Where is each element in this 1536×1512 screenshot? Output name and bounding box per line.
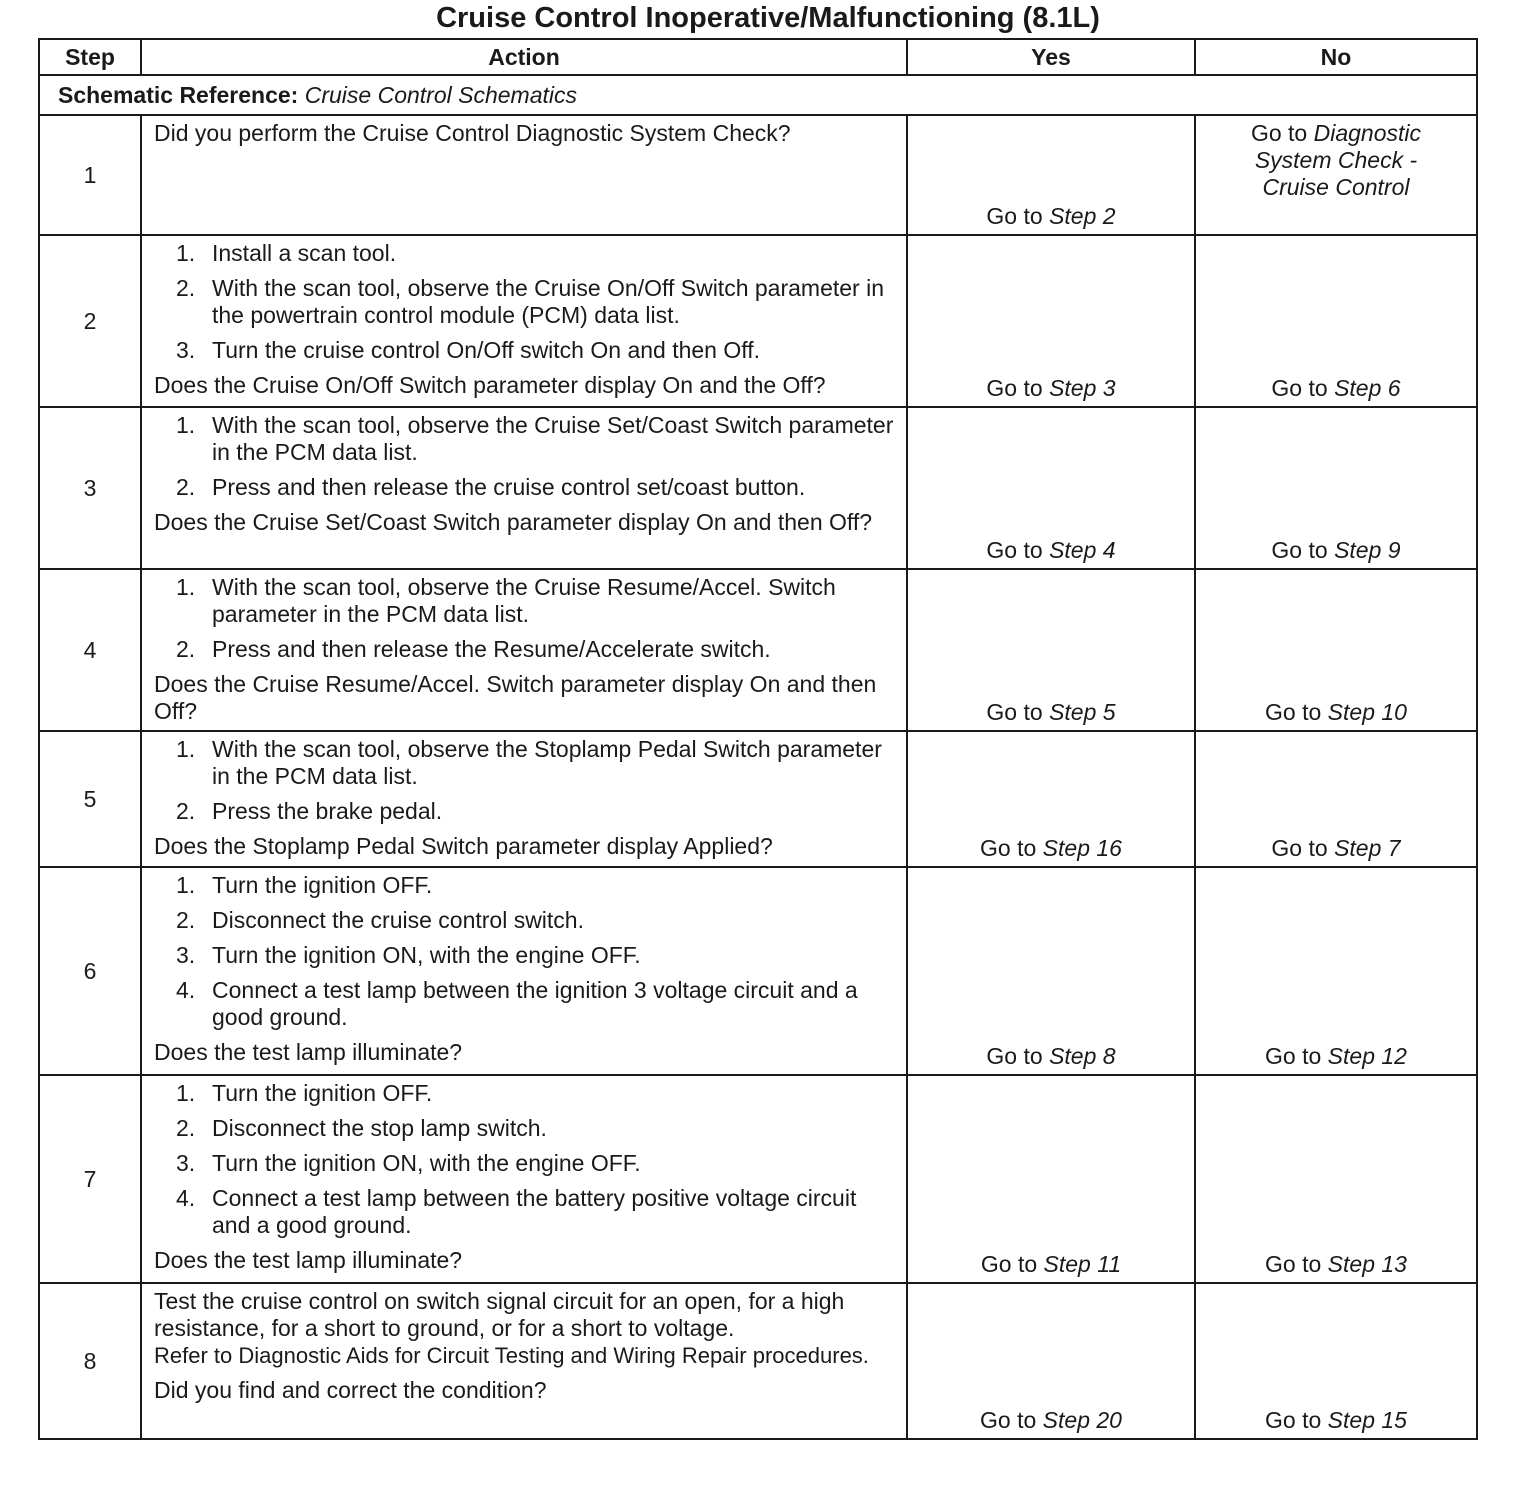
action-cell: 1. With the scan tool, observe the Cruise Set/Coast Switch parameter in the PCM data list. 2. Press and then release the cruise control set/coast button. Does the Cruise Set/Coast Switch parameter display On and then Off? [141,407,907,569]
action-cell: 1. Install a scan tool. 2. With the scan tool, observe the Cruise On/Off Switch parameter in the powertrain control module (PCM) data list. 3. Turn the cruise control On/Off switch On and then Off. Does the Cruise On/Off Switch parameter display On and the Off? [141,235,907,407]
action-item: Disconnect the stop lamp switch. [212,1115,547,1141]
table-row [39,1075,1477,1283]
yes-cell: Go to Step 20 [907,1283,1195,1439]
action-item: Press and then release the Resume/Accelerate switch. [212,636,771,662]
schematic-row [39,75,1477,115]
step-number: 5 [39,731,141,867]
step-number: 8 [39,1283,141,1439]
no-target: Step 12 [1327,1043,1407,1069]
schematic-reference: Cruise Control Schematics [304,81,577,108]
no-target: Step 10 [1327,699,1407,725]
table-row [39,867,1477,1075]
action-cell: 1. Turn the ignition OFF. 2. Disconnect the cruise control switch. 3. Turn the ignition ON, with the engine OFF. 4. Connect a test lamp between the ignition 3 voltage circuit and a good ground. Does the test lamp illuminate? [141,867,907,1075]
yes-cell: Go to Step 4 [907,407,1195,569]
action-cell [141,115,907,235]
question: Does the test lamp illuminate? [154,1247,463,1273]
action-item: Install a scan tool. [212,240,397,266]
no-cell: Go to Step 15 [1195,1283,1477,1439]
yes-cell: Go to Step 5 [907,569,1195,731]
action-item: With the scan tool, observe the Cruise Resume/Accel. Switch parameter in the PCM data list. [212,574,836,627]
step-number: 2 [39,235,141,407]
yes-cell: Go to Step 16 [907,731,1195,867]
header-row [39,39,1477,75]
step-number: 3 [39,407,141,569]
no-cell: Go to Step 7 [1195,731,1477,867]
question: Does the test lamp illuminate? [154,1039,463,1065]
question: Did you perform the Cruise Control Diagnostic System Check? [154,120,791,146]
yes-target: Step 5 [1049,699,1116,725]
action-paragraph: Test the cruise control on switch signal circuit for an open, for a high resistance, for a short to ground, or for a short to voltage. [154,1288,845,1341]
action-cell: 1. Turn the ignition OFF. 2. Disconnect the stop lamp switch. 3. Turn the ignition ON, with the engine OFF. 4. Connect a test lamp between the battery positive voltage circuit and a good ground. Does the test lamp illuminate? [141,1075,907,1283]
action-item: Press the brake pedal. [212,798,443,824]
action-item: Turn the ignition ON, with the engine OFF. [212,1150,641,1176]
header-yes: Yes [907,39,1195,75]
table-row [39,407,1477,569]
yes-cell: Go to Step 3 [907,235,1195,407]
yes-target: Step 8 [1049,1043,1116,1069]
yes-target: Step 20 [1042,1407,1122,1433]
yes-target: Step 2 [1049,203,1116,229]
action-cell [141,1283,907,1439]
action-item: With the scan tool, observe the Stoplamp Pedal Switch parameter in the PCM data list. [212,736,882,789]
action-item: Turn the ignition OFF. [212,1080,433,1106]
table-row [39,115,1477,235]
question: Does the Stoplamp Pedal Switch parameter display Applied? [154,833,773,859]
action-item: Connect a test lamp between the ignition 3 voltage circuit and a good ground. [212,977,858,1030]
no-target-line: Go to Diagnostic [1250,120,1422,146]
yes-target: Step 16 [1042,835,1122,861]
no-target-line: System Check - [1254,147,1418,173]
no-target: Step 7 [1334,835,1401,861]
action-item: Turn the ignition OFF. [212,872,433,898]
action-item: With the scan tool, observe the Cruise On/Off Switch parameter in the powertrain control module (PCM) data list. [212,275,884,328]
no-target: Step 13 [1327,1251,1407,1277]
no-target: Step 15 [1327,1407,1407,1433]
action-item: Turn the ignition ON, with the engine OFF. [212,942,641,968]
table-row [39,235,1477,407]
question: Does the Cruise Set/Coast Switch parameter display On and then Off? [154,509,873,535]
action-cell: 1. With the scan tool, observe the Cruise Resume/Accel. Switch parameter in the PCM data list. 2. Press and then release the Resume/Accelerate switch. Does the Cruise Resume/Accel. Switch parameter display On and then Off? [141,569,907,731]
no-target: Step 9 [1334,537,1401,563]
step-number: 1 [39,115,141,235]
schematic-label: Schematic Reference: [58,81,299,108]
header-no: No [1195,39,1477,75]
action-item: With the scan tool, observe the Cruise Set/Coast Switch parameter in the PCM data list. [212,412,894,465]
no-cell: Go to Step 10 [1195,569,1477,731]
step-number: 4 [39,569,141,731]
no-target-line: Cruise Control [1262,174,1410,200]
step-number: 6 [39,867,141,1075]
table-row [39,731,1477,867]
yes-cell: Go to Step 8 [907,867,1195,1075]
step-number: 7 [39,1075,141,1283]
table-row [39,1283,1477,1439]
header-step: Step [39,39,141,75]
question: Did you find and correct the condition? [154,1377,547,1403]
diagnostic-table [38,38,1478,1440]
yes-cell: Go to Step 11 [907,1075,1195,1283]
no-cell: Go to Step 6 [1195,235,1477,407]
action-item: Connect a test lamp between the battery positive voltage circuit and a good ground. [212,1185,857,1238]
no-cell [1195,115,1477,235]
action-paragraph: Refer to Diagnostic Aids for Circuit Testing and Wiring Repair procedures. [154,1343,869,1368]
action-item: Press and then release the cruise control set/coast button. [212,474,806,500]
page-title: Cruise Control Inoperative/Malfunctioning (8.1L) [436,2,1100,34]
question: Does the Cruise On/Off Switch parameter display On and the Off? [154,372,826,398]
no-cell: Go to Step 12 [1195,867,1477,1075]
yes-target: Step 4 [1049,537,1116,563]
no-target: Step 6 [1334,375,1401,401]
yes-cell: Go to Step 2 [907,115,1195,235]
action-cell: 1. With the scan tool, observe the Stoplamp Pedal Switch parameter in the PCM data list. 2. Press the brake pedal. Does the Stoplamp Pedal Switch parameter display Applied? [141,731,907,867]
table-row [39,569,1477,731]
header-action: Action [141,39,907,75]
action-item: Turn the cruise control On/Off switch On and then Off. [212,337,761,363]
yes-target: Step 11 [1043,1251,1122,1277]
action-item: Disconnect the cruise control switch. [212,907,584,933]
question: Does the Cruise Resume/Accel. Switch parameter display On and then Off? [154,671,877,724]
no-cell: Go to Step 9 [1195,407,1477,569]
no-cell: Go to Step 13 [1195,1075,1477,1283]
yes-target: Step 3 [1049,375,1116,401]
